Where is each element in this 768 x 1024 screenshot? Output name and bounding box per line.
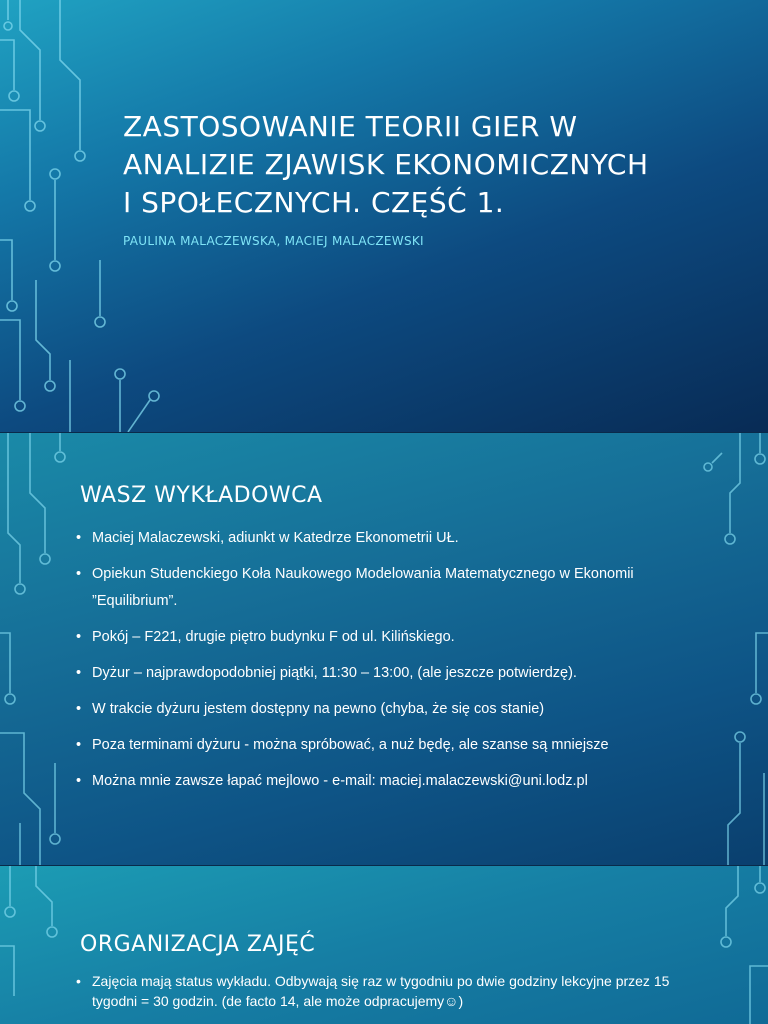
list-item: • Dyżur – najprawdopodobniej piątki, 11:30 – 13:00, (ale jeszcze potwierdzę). [76, 660, 716, 687]
organization-slide [0, 866, 768, 1024]
title-slide [0, 0, 768, 432]
title-line-1: ZASTOSOWANIE TEORII GIER W [123, 110, 578, 143]
title-line-3: I SPOŁECZNYCH. CZĘŚĆ 1. [123, 186, 505, 219]
list-item: • Pokój – F221, drugie piętro budynku F od ul. Kilińskiego. [76, 624, 716, 651]
list-item: • Opiekun Studenckiego Koła Naukowego Modelowania Matematycznego w Ekonomii ”Equilibrium”. [76, 561, 716, 615]
presentation-title [123, 108, 723, 222]
lecturer-heading: WASZ WYKŁADOWCA [80, 483, 323, 508]
organization-heading: ORGANIZACJA ZAJĘĆ [80, 932, 316, 957]
title-line-2: ANALIZIE ZJAWISK EKONOMICZNYCH [123, 148, 649, 181]
lecturer-info-list [76, 525, 716, 804]
authors-subtitle: PAULINA MALACZEWSKA, MACIEJ MALACZEWSKI [123, 234, 424, 248]
lecturer-slide [0, 433, 768, 865]
list-item: • W trakcie dyżuru jestem dostępny na pewno (chyba, że się cos stanie) [76, 696, 716, 723]
list-item: • Maciej Malaczewski, adiunkt w Katedrze Ekonometrii UŁ. [76, 525, 716, 552]
list-item: • Można mnie zawsze łapać mejlowo - e-mail: maciej.malaczewski@uni.lodz.pl [76, 768, 716, 795]
list-item: • Poza terminami dyżuru - można spróbować, a nuż będę, ale szanse są mniejsze [76, 732, 716, 759]
organization-list [76, 971, 716, 1011]
list-item: • Zajęcia mają status wykładu. Odbywają się raz w tygodniu po dwie godziny lekcyjne przez 15 tygodni = 30 godzin. (de facto 14, ale może odpracujemy☺) [76, 971, 716, 1011]
